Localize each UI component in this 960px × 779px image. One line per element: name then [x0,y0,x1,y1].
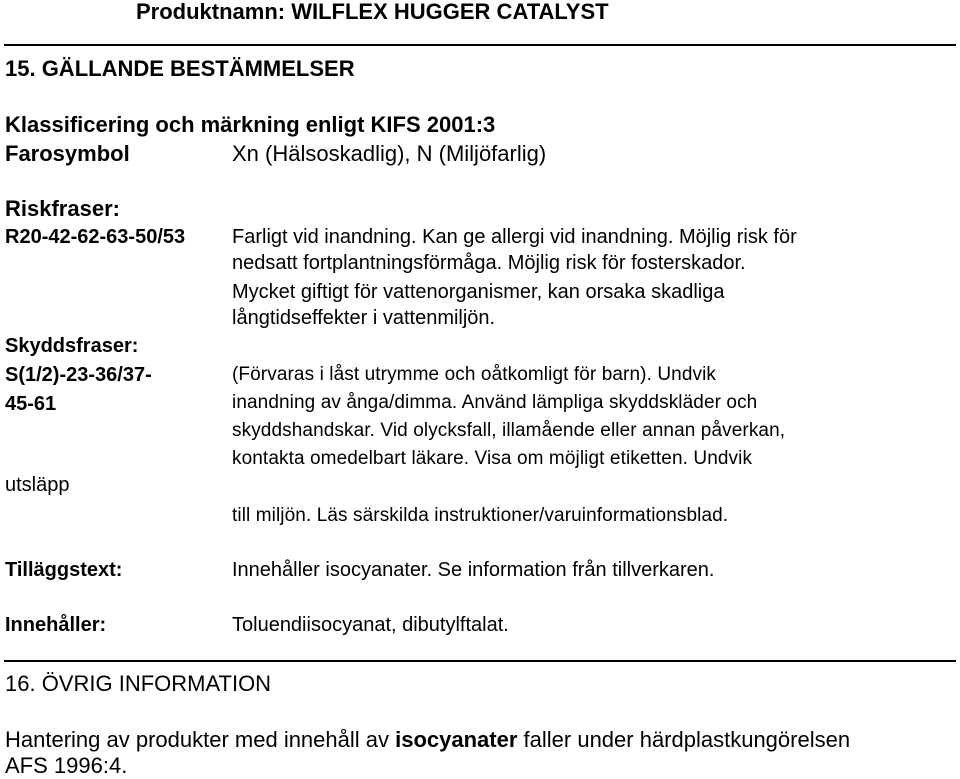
risk-line: Farligt vid inandning. Kan ge allergi vid inandning. Möjlig risk för [232,226,797,248]
product-name-header: Produktnamn: WILFLEX HUGGER CATALYST [136,0,609,24]
section-15-title: 15. GÄLLANDE BESTÄMMELSER [5,56,355,81]
section-16-text-bold: isocyanater [395,727,518,752]
tillaggstext-value: Innehåller isocyanater. Se information från tillverkaren. [232,559,715,581]
safety-line: skyddshandskar. Vid olycksfall, illamående eller annan påverkan, [232,420,786,441]
innehaller-value: Toluendiisocyanat, dibutylftalat. [232,614,509,636]
safety-line: inandning av ånga/dimma. Använd lämpliga skyddskläder och [232,392,758,413]
section-16-title: 16. ÖVRIG INFORMATION [5,671,272,696]
section-15-top-rule [4,44,956,46]
farosymbol-value: Xn (Hälsoskadlig), N (Miljöfarlig) [232,141,547,166]
safety-line: (Förvaras i låst utrymme och oåtkomligt för barn). Undvik [232,364,717,385]
section-16-top-rule [4,660,956,662]
classification-heading: Klassificering och märkning enligt KIFS 2001:3 [5,112,496,137]
risk-line: långtidseffekter i vattenmiljön. [232,307,496,329]
risk-line: nedsatt fortplantningsförmåga. Möjlig risk för fosterskador. [232,252,746,274]
utslapp-text: till miljön. Läs särskilda instruktioner/varuinformationsblad. [232,505,729,526]
risk-code: R20-42-62-63-50/53 [5,226,186,248]
utslapp-label: utsläpp [5,474,70,496]
farosymbol-label: Farosymbol [5,141,130,166]
section-16-text-line-1 [5,727,850,753]
tillaggstext-label: Tilläggstext: [5,559,123,581]
safety-code-line-1: S(1/2)-23-36/37- [5,364,152,386]
skyddsfraser-label: Skyddsfraser: [5,335,139,357]
section-16-text-before: Hantering av produkter med innehåll av [5,727,396,752]
safety-line: kontakta omedelbart läkare. Visa om möjligt etiketten. Undvik [232,448,753,469]
riskfraser-label: Riskfraser: [5,196,120,221]
innehaller-label: Innehåller: [5,614,107,636]
section-16-text-after: faller under härdplastkungörelsen [517,727,851,752]
safety-code-line-2: 45-61 [5,393,57,415]
risk-line: Mycket giftigt för vattenorganismer, kan orsaka skadliga [232,281,725,303]
section-16-text-line-2: AFS 1996:4. [5,753,128,778]
